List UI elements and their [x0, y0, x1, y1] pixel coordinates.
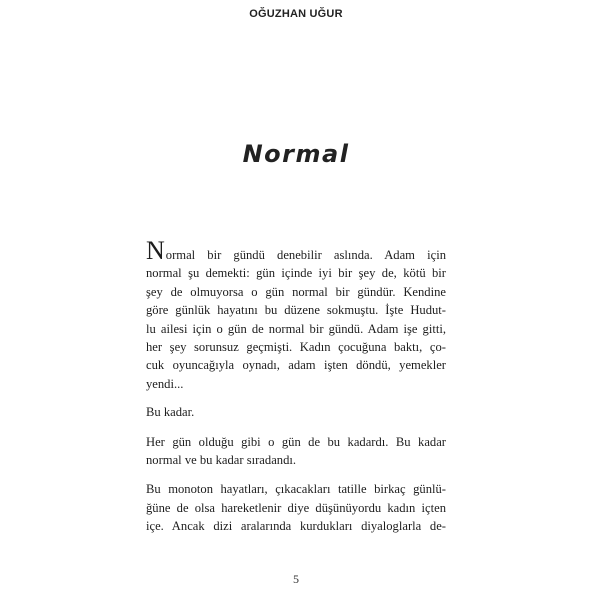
text-line: şey de olmuyorsa o gün normal bir gündür. Kendine: [146, 284, 446, 299]
paragraph-3: [146, 433, 446, 470]
text-line: her şey sorunsuz geçmişti. Kadın çocuğuna baktı, ço-: [146, 340, 446, 355]
chapter-title: Normal: [242, 140, 350, 168]
text-line: cuk oyuncağıyla oynadı, adam işten döndü, yemekler: [146, 358, 446, 373]
text-line: Bu monoton hayatları, çıkacakları tatille birkaç günlü-: [146, 482, 446, 497]
paragraph-1: [146, 236, 446, 393]
drop-cap: N: [146, 236, 165, 265]
text-line: ğüne de olsa hareketlenir diye düşünüyordu kadın içten: [146, 500, 446, 515]
body-text: [146, 236, 446, 547]
text-line: içe. Ancak dizi aralarında kurdukları diyaloglarla de-: [146, 519, 446, 534]
page-number: 5: [293, 572, 299, 586]
text-line: normal şu demekti: gün içinde iyi bir şey de, kötü bir: [146, 266, 446, 281]
text-line: Normal bir gündü denebilir aslında. Adam için: [146, 236, 446, 265]
text-line: göre günlük hayatını bu düzene sokmuştu. İşte Hudut-: [146, 303, 446, 318]
text-line: Her gün olduğu gibi o gün de bu kadardı. Bu kadar: [146, 434, 446, 449]
text-line: normal ve bu kadar sıradandı.: [146, 453, 297, 468]
paragraph-4: [146, 480, 446, 535]
text-line: Bu kadar.: [146, 405, 195, 420]
text-line: yendi...: [146, 376, 184, 391]
paragraph-2: [146, 403, 446, 421]
text-line: lu ailesi için o gün de normal bir gündü. Adam işe gitti,: [146, 321, 446, 336]
running-header-author: OĞUZHAN UĞUR: [249, 8, 343, 20]
